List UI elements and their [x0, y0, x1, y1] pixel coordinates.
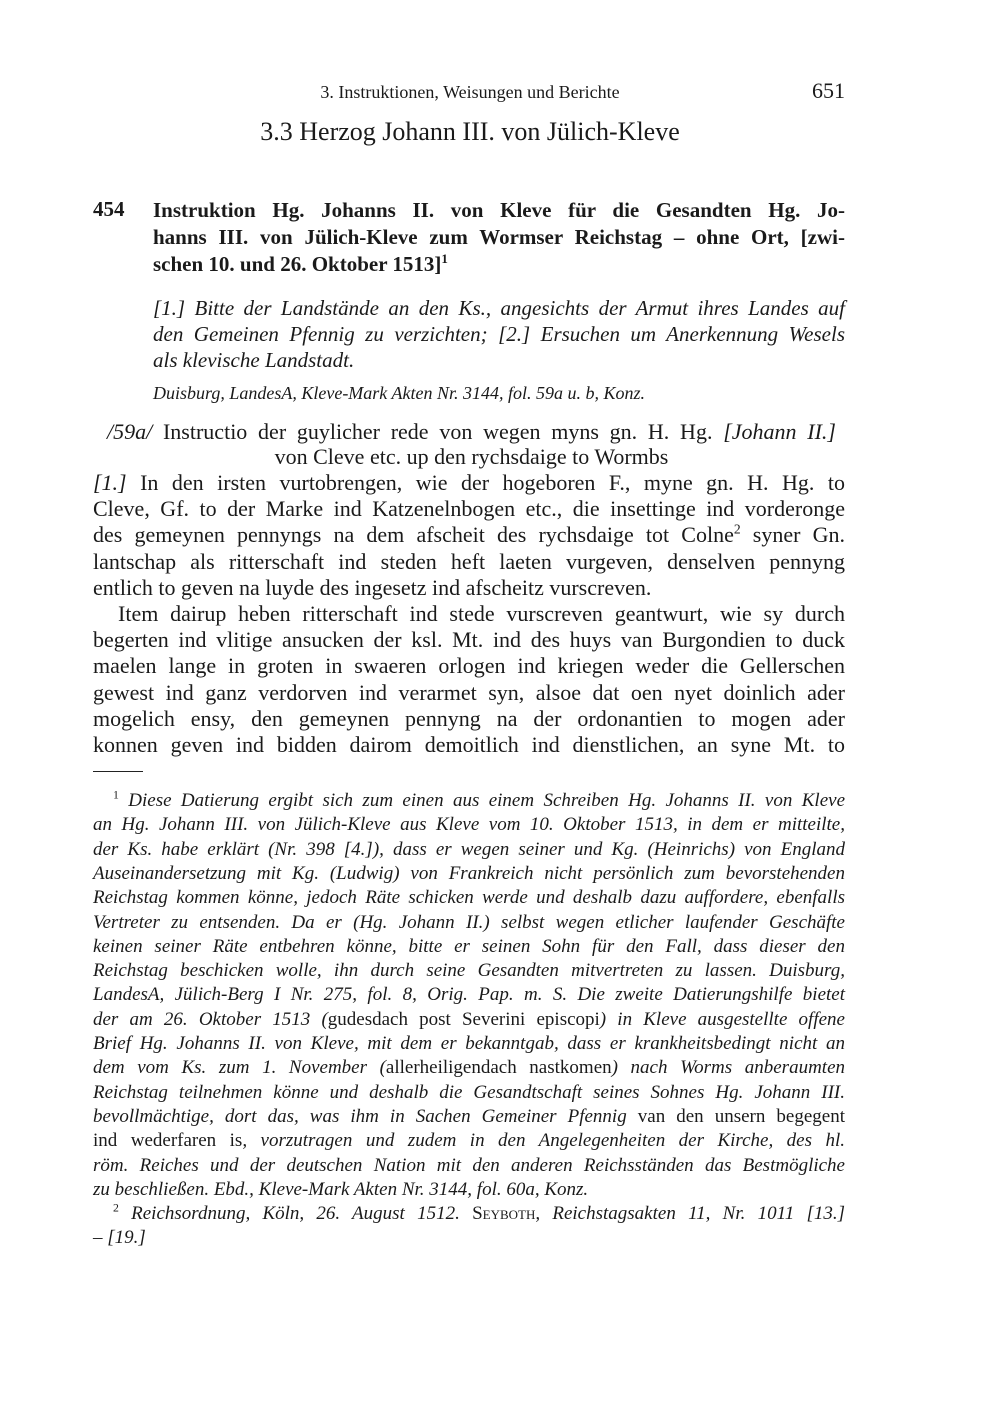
text-segment: Reichstag beschicken wolle, ihn durch seine Gesandten mitvertreten zu lassen. Duisburg, — [93, 960, 845, 982]
source-line — [153, 380, 645, 406]
body-line — [93, 470, 845, 496]
section-title: 3.3 Herzog Johann III. von Jülich-Kleve — [260, 117, 680, 146]
entry-number: 454 — [93, 197, 125, 221]
footnote-line — [93, 1129, 845, 1153]
footnote-line — [93, 1056, 845, 1080]
regest-line — [153, 321, 845, 347]
entry-title-line — [153, 224, 845, 251]
footnote-line — [93, 935, 845, 959]
text-segment: keinen seiner Räte entbehren könne, bitte er seinen Sohn für den Fall, dass dieser den — [93, 935, 845, 957]
text-segment: ind wederfaren is — [93, 1130, 243, 1152]
text-segment: Reichstag teilnehmen könne und deshalb die Gesandtschaft seines Sohnes Hg. Johann III. — [93, 1081, 845, 1103]
regest-line — [153, 295, 845, 321]
text-segment: gudesdach post Severini episcopi — [327, 1008, 600, 1030]
body-line — [118, 601, 845, 627]
text-segment: Reichsordnung, Köln, 26. August 1512. — [118, 1203, 473, 1225]
text-segment: LandesA, Jülich-Berg I Nr. 275, fol. 8, Orig. Pap. m. S. Die zweite Datierungshilfe bietet — [93, 984, 845, 1006]
text-segment: begerten ind vlitige ansucken der ksl. Mt. ind des huys van Burgondien to duck — [93, 627, 845, 653]
body-line — [93, 627, 845, 653]
text-segment: des gemeynen pennyngs na dem afscheit des rychsdaige tot Colne — [93, 522, 734, 548]
entry-title-line — [153, 251, 448, 278]
text-segment: der am 26. Oktober 1513 ( — [93, 1008, 328, 1030]
entry-title-line — [153, 197, 845, 224]
page-number: 651 — [812, 78, 845, 103]
text-segment: [1.] Bitte der Landstände an den Ks., angesichts der Armut ihres Landes auf — [153, 296, 845, 320]
text-segment: van den unsern begegent — [626, 1105, 845, 1127]
text-segment: ) in Kleve ausgestellte offene — [599, 1008, 845, 1030]
footnote-line — [93, 838, 845, 862]
text-segment: als klevische Landstadt. — [153, 348, 355, 372]
footnote-marker[interactable]: 1 — [113, 788, 119, 802]
text-segment: hanns III. von Jülich-Kleve zum Wormser Reichstag – ohne Ort, [zwi- — [153, 225, 845, 249]
footnote-line — [93, 1154, 845, 1178]
document-heading-line — [275, 444, 669, 469]
text-segment: Duisburg, LandesA, Kleve-Mark Akten Nr. 3144, fol. 59a u. b, Konz. — [153, 383, 645, 403]
footnote-line — [93, 1105, 845, 1129]
body-line — [93, 706, 845, 732]
text-segment: In den irsten vurtobrengen, wie der hogeboren F., myne gn. H. Hg. to — [126, 470, 845, 495]
text-segment: lantschap als ritterschaft ind steden heft laeten vurgeven, denselven pennyng — [93, 548, 845, 574]
text-segment: von Cleve etc. up den rychsdaige to Wormbs — [274, 444, 669, 469]
footnote-line — [93, 983, 845, 1007]
footnote-marker[interactable]: 2 — [113, 1201, 119, 1215]
body-line — [93, 575, 651, 601]
text-segment: , Reichstagsakten 11, Nr. 1011 [13.] — [535, 1203, 845, 1225]
text-segment: Instructio der guylicher rede von wegen myns gn. H. Hg. — [152, 419, 724, 444]
text-segment: Reichstag kommen könne, jedoch Räte schicken werde und deshalb dazu auffordere, ebenfalls — [93, 887, 845, 909]
text-segment: syner Gn. — [740, 522, 845, 548]
text-segment: Diese Datierung ergibt sich zum einen aus einem Schreiben Hg. Johanns II. von Kleve — [118, 790, 845, 811]
text-segment: Cleve, Gf. to der Marke ind Katzenelnbogen etc., die insettinge ind vorderonge — [93, 496, 845, 522]
text-segment: /59a/ — [107, 419, 153, 444]
text-segment: Instruktion Hg. Johanns II. von Kleve für die Gesandten Hg. Jo- — [153, 198, 845, 222]
text-segment: Item dairup heben ritterschaft ind stede vurscreven geantwurt, wie sy durch — [118, 601, 845, 626]
text-segment: , vorzutragen und zudem in den Angelegenheiten der Kirche, des hl. — [242, 1130, 846, 1152]
text-segment: [1.] — [93, 470, 127, 495]
text-segment: Auseinandersetzung mit Kg. (Ludwig) von Frankreich nicht persönlich zum bevorstehenden — [93, 862, 845, 884]
text-segment: röm. Reiches und der deutschen Nation mit den anderen Reichsständen das Bestmögliche — [93, 1154, 845, 1176]
body-line — [93, 680, 845, 706]
footnote-line — [93, 862, 845, 886]
footnote-line — [93, 1081, 845, 1105]
footnote-line — [113, 1202, 845, 1226]
footnote-marker[interactable]: 1 — [441, 251, 448, 266]
text-segment: [Johann II.] — [723, 419, 836, 444]
text-segment: mogelich ensy, den gemeynen pennyng na der ordonantien to mogen ader — [93, 705, 845, 731]
text-segment: den Gemeinen Pfennig zu verzichten; [2.] Ersuchen um Anerkennung Wesels — [153, 322, 845, 346]
footnote-line — [93, 959, 845, 983]
footnote-marker[interactable]: 2 — [733, 522, 741, 538]
text-segment: entlich to geven na luyde des ingesetz ind afscheitz vurscreven. — [93, 574, 652, 600]
running-head-title: 3. Instruktionen, Weisungen und Berichte — [320, 82, 620, 102]
footnote-line — [93, 1178, 588, 1202]
text-segment: bevollmächtige, dort das, was ihm in Sachen Gemeiner Pfennig — [93, 1105, 627, 1127]
text-segment: schen 10. und 26. Oktober 1513] — [153, 252, 442, 276]
regest-line — [153, 347, 354, 373]
text-segment: Vertreter zu entsenden. Da er (Hg. Johann II.) selbst wegen etlicher laufender Geschäfte — [93, 911, 845, 933]
text-segment: Seyboth — [472, 1203, 536, 1225]
footnote-line — [93, 1032, 845, 1056]
text-segment: – [19.] — [93, 1227, 146, 1249]
text-segment: dem vom Ks. zum 1. November ( — [93, 1057, 386, 1079]
text-segment: gewest ind ganz verdorven ind verarmet syn, alsoe dat oen nyet doinlich ader — [93, 679, 845, 705]
text-segment: ) nach Worms anberaumten — [611, 1057, 846, 1079]
footnote-rule — [93, 771, 143, 772]
body-line — [93, 549, 845, 575]
document-heading-line — [107, 419, 836, 444]
footnote-line — [93, 1226, 146, 1250]
text-segment: zu beschließen. Ebd., Kleve-Mark Akten Nr. 3144, fol. 60a, Konz. — [93, 1178, 589, 1200]
text-segment: Brief Hg. Johanns II. von Kleve, mit dem er bekanntgab, dass er krankheitsbedingt nicht an — [93, 1033, 845, 1054]
text-segment: an Hg. Johann III. von Jülich-Kleve aus Kleve vom 10. Oktober 1513, in dem er mitteilte, — [93, 814, 845, 836]
footnote-line — [93, 911, 845, 935]
text-segment: maelen lange in groten in swaeren orlogen ind kriegen weder die Gellerschen — [93, 653, 845, 679]
text-segment: konnen geven ind bidden dairom demoitlich ind dienstlichen, an syne Mt. to — [93, 732, 845, 757]
footnote-line — [93, 1008, 845, 1032]
body-line — [93, 653, 845, 679]
body-line — [93, 496, 845, 522]
footnote-line — [113, 789, 845, 813]
footnote-line — [93, 886, 845, 910]
body-line — [93, 732, 845, 758]
text-segment: allerheiligendach nastkomen — [385, 1057, 612, 1079]
body-line — [93, 522, 845, 548]
footnote-line — [93, 813, 845, 837]
text-segment: der Ks. habe erklärt (Nr. 398 [4.]), dass er wegen seiner und Kg. (Heinrichs) von England — [93, 838, 845, 860]
